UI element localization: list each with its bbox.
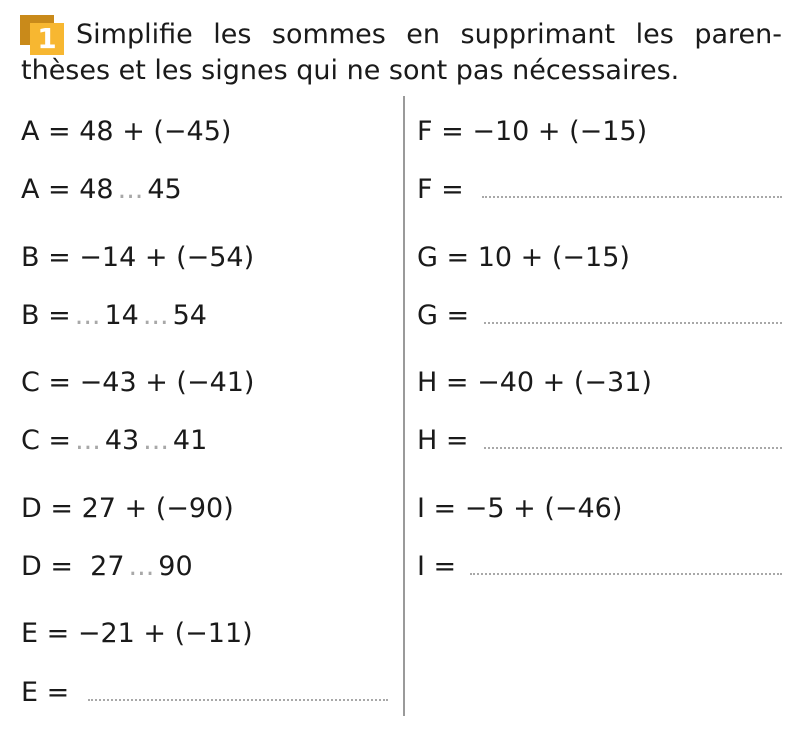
- answer-a[interactable]: [21, 173, 182, 207]
- column-divider: [403, 96, 405, 716]
- expression-e: E = −21 + (−11): [21, 618, 253, 649]
- answer-e-blank-line[interactable]: [88, 699, 388, 701]
- expression-f: F = −10 + (−15): [417, 116, 648, 147]
- expression-c: C = −43 + (−41): [21, 367, 255, 398]
- answer-a-term: 45: [147, 174, 182, 205]
- instruction-line-1: Simplifie les sommes en supprimant les paren-: [76, 19, 782, 50]
- exercise-number: 1: [30, 23, 64, 55]
- instruction-line-2: thèses et les signes qui ne sont pas nécessaires.: [21, 55, 680, 86]
- answer-f-blank-line[interactable]: [482, 196, 782, 198]
- answer-b-prefix: B =: [21, 300, 71, 331]
- answer-g-prefix: G =: [417, 300, 470, 331]
- answer-b-blank-1[interactable]: ...: [74, 300, 101, 331]
- answer-f-prefix: F =: [417, 174, 464, 205]
- answer-h-prefix: H =: [417, 425, 469, 456]
- expression-a: A = 48 + (−45): [21, 116, 232, 147]
- expression-d: D = 27 + (−90): [21, 493, 234, 524]
- answer-i-prefix: I =: [417, 551, 457, 582]
- answer-c-term-1: 43: [104, 425, 140, 456]
- answer-c-term-2: 41: [172, 425, 208, 456]
- answer-d[interactable]: [21, 550, 193, 584]
- answer-d-term: 90: [158, 551, 193, 582]
- expression-h: H = −40 + (−31): [417, 367, 652, 398]
- expression-i: I = −5 + (−46): [417, 493, 623, 524]
- answer-c-blank-2[interactable]: ...: [143, 425, 169, 456]
- answer-d-blank-1[interactable]: ...: [128, 551, 155, 582]
- answer-g-blank-line[interactable]: [484, 322, 782, 324]
- answer-a-prefix: A = 48: [21, 174, 114, 205]
- answer-h-blank-line[interactable]: [484, 447, 782, 449]
- answer-b[interactable]: [21, 299, 207, 333]
- answer-b-term-2: 54: [172, 300, 207, 331]
- answer-c[interactable]: [21, 424, 207, 458]
- answer-c-prefix: C =: [21, 425, 72, 456]
- answer-a-blank-1[interactable]: ...: [117, 174, 144, 205]
- answer-i-blank-line[interactable]: [470, 573, 782, 575]
- answer-e-prefix: E =: [21, 677, 70, 708]
- expression-g: G = 10 + (−15): [417, 242, 630, 273]
- expression-b: B = −14 + (−54): [21, 242, 255, 273]
- answer-b-term-1: 14: [104, 300, 139, 331]
- answer-d-prefix: D = 27: [21, 551, 125, 582]
- answer-c-blank-1[interactable]: ...: [75, 425, 101, 456]
- exercise-number-badge: [20, 15, 66, 55]
- answer-b-blank-2[interactable]: ...: [142, 300, 169, 331]
